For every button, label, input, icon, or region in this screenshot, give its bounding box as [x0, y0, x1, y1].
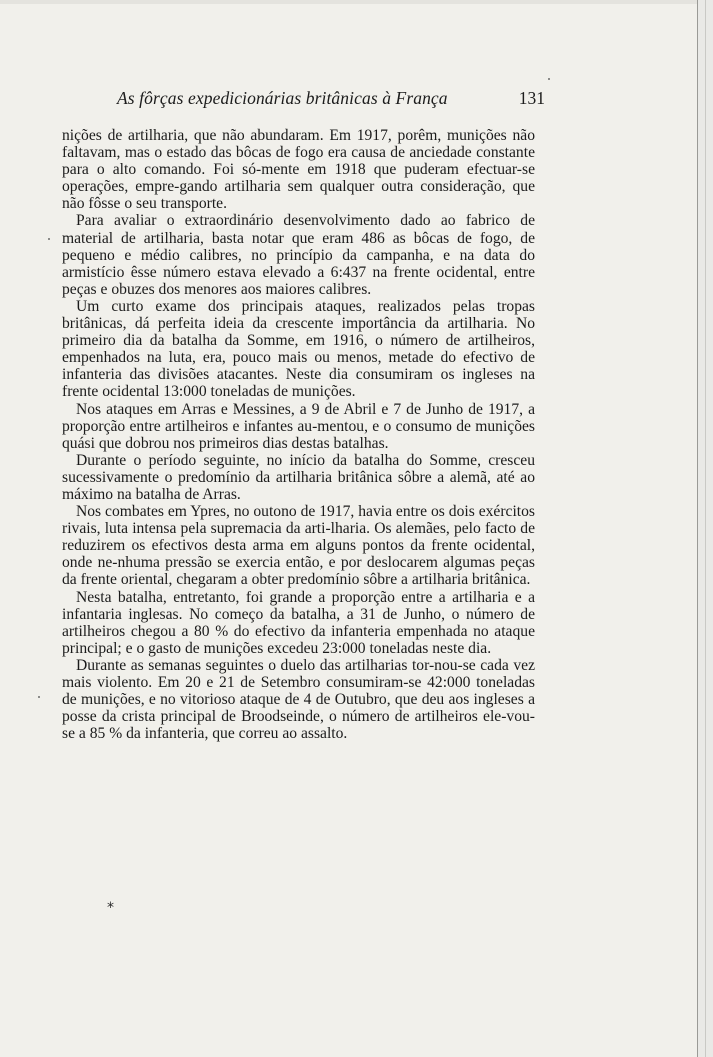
page-number: 131 [518, 88, 545, 108]
paragraph-5: Durante o período seguinte, no início da batalha do Somme, cresceu sucessivamente o predomínio da artilharia britânica sôbre a alemã, até ao máximo na batalha de Arras. [62, 451, 535, 503]
paragraph-7: Nesta batalha, entretanto, foi grande a proporção entre a artilharia e a infantaria inglesas. No começo da batalha, a 31 de Junho, o número de artilheiros chegou a 80 % do efectivo da infanteria empenhada no ataque principal; e o gasto de munições excedeu 23:000 toneladas neste dia. [62, 588, 535, 657]
print-speck [548, 78, 550, 80]
paragraph-3: Um curto exame dos principais ataques, realizados pelas tropas britânicas, dá perfeita ideia da crescente importância da artilharia. No primeiro dia da batalha da Somme, em 1916, o número de artilheiros, empenhados na luta, era, pouco mais ou menos, metade do efectivo de infanteria das divisões atacantes. Neste dia consumiram os ingleses na frente ocidental 13:000 toneladas de munições. [62, 297, 535, 401]
asterisk-ornament: * [107, 900, 114, 916]
paragraph-4: Nos ataques em Arras e Messines, a 9 de Abril e 7 de Junho de 1917, a proporção entre artilheiros e infantes au-mentou, e o consumo de munições quási que dobrou nos primeiros dias destas batalhas. [62, 400, 535, 452]
paragraph-1: nições de artilharia, que não abundaram. Em 1917, porêm, munições não faltavam, mas o estado das bôcas de fogo era causa de anciedade constante para o alto comando. Foi só-mente em 1918 que puderam efectuar-se operações, empre-gando artilharia sem qualquer outra consideração, que não fôsse o seu transporte. [62, 127, 535, 213]
body-text [62, 127, 535, 742]
top-margin [0, 0, 697, 4]
page-edge-line [705, 0, 706, 1057]
print-speck [48, 238, 50, 240]
running-header [60, 88, 545, 114]
paragraph-8: Durante as semanas seguintes o duelo das artilharias tor-nou-se cada vez mais violento. Em 20 e 21 de Setembro consumiram-se 42:000 toneladas de munições, e no vitorioso ataque de 4 de Outubro, que deu aos ingleses a posse da crista principal de Broodseinde, o número de artilheiros ele-vou-se a 85 % da infanteria, que correu ao assalto. [62, 656, 535, 743]
paragraph-2: Para avaliar o extraordinário desenvolvimento dado ao fabrico de material de artilharia, basta notar que eram 486 as bôcas de fogo, de pequeno e médio calibres, no princípio da campanha, e na data do armistício êsse número estava elevado a 6:437 na frente ocidental, entre peças e obuzes dos menores aos maiores calibres. [62, 212, 535, 298]
page-edge [697, 0, 713, 1057]
print-speck [38, 696, 40, 698]
running-title: As fôrças expedicionárias britânicas à França [117, 88, 448, 108]
paragraph-6: Nos combates em Ypres, no outono de 1917, havia entre os dois exércitos rivais, luta intensa pela supremacia da arti-lharia. Os alemães, pelo facto de reduzirem os efectivos desta arma em alguns pontos da frente ocidental, onde ne-nhuma pressão se exercia então, e por deslocarem algumas peças da frente oriental, chegaram a obter predomínio sôbre a artilharia britânica. [62, 503, 535, 589]
